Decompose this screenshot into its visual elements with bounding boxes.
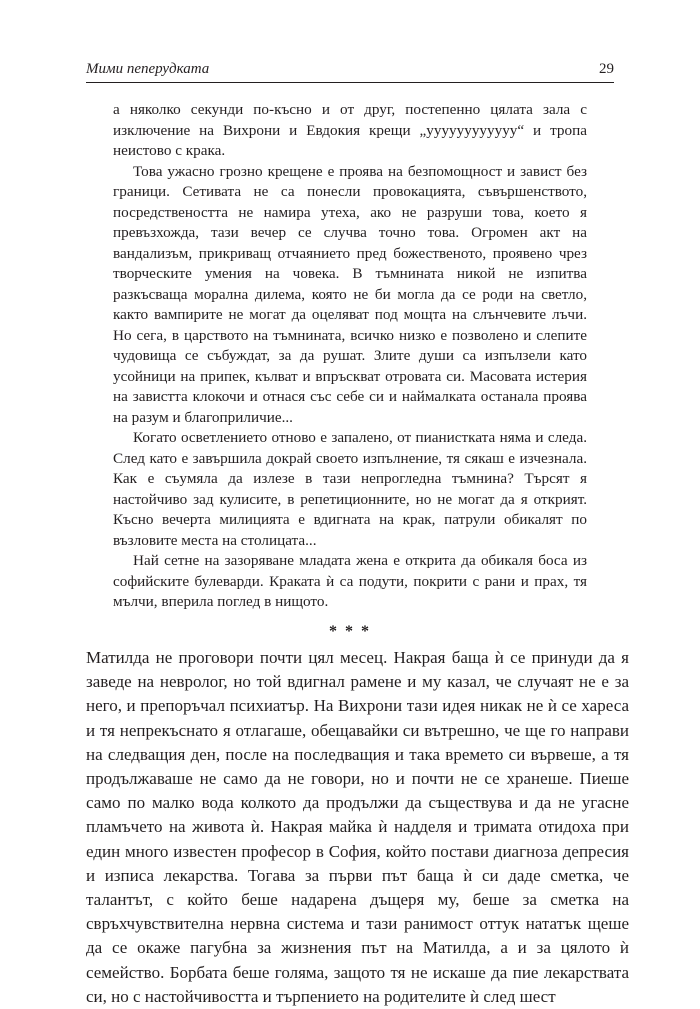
book-title: Мими пеперудката [86,61,210,77]
paragraph-1: а няколко секунди по-късно и от друг, постепенно цялата зала с изключение на Вихрони и Евдокия крещи „уууууууууууу“ и тропа неистово с крака. [113,101,587,159]
page-number: 29 [599,61,614,77]
paragraph-4: Най сетне на зазоряване младата жена е открита да обикаля боса из софийските булеварди. Краката ѝ са подути, покрити с рани и прах, тя мълчи, вперила поглед в нищото. [113,552,587,610]
paragraph-2: Това ужасно грозно крещене е проява на безпомощност и завист без граници. Сетивата не са понесли провокацията, съвършенството, посредствеността не намира утеха, ако не разруши това, което я превъзхожда, тази вечер се случва точно това. Огромен акт на вандализъм, прикриващ отчаянието пред божественото, проявено чрез творческите умения на човека. В тъмнината никой не изпитва разкъсваща морална дилема, която не би могла да се роди на светло, както вампирите не могат да оцеляват под мощта на слънчевите лъчи. Но сега, в царството на тъмнината, всичко низко е позволено и слепите чудовища се събуждат, за да рушат. Злите души са изпълзели като усойници на припек, кълват и впръскват отровата си. Масовата истерия на завистта клокочи и отнася със себе си и наймалката останала проява на разум и благоприличие... [113,162,587,426]
quoted-passage [113,100,587,613]
running-header [86,61,614,83]
section-separator: * * * [329,623,371,640]
main-text [86,646,629,1009]
header-rule [86,82,614,83]
main-paragraph: Матилда не проговори почти цял месец. Накрая баща ѝ се принуди да я заведе на невролог, но той вдигнал рамене и му казал, че случаят не е за него, и препоръчал психиатър. На Вихрони тази идея никак не ѝ се хареса и тя непрекъснато я отлагаше, обещавайки си вътрешно, че ще го направи на следващия ден, после на последващия и така времето си вървеше, а тя продължаваше не само да не говори, но и почти не се хранеше. Пиеше само по малко вода колкото да продължи да съществува и да не угасне пламъчето на живота ѝ. Накрая майка ѝ надделя и тримата отидоха при един много известен професор в София, който постави диагноза депресия и изписа лекарства. Тогава за първи път баща ѝ си даде сметка, че талантът, с който беше надарена дъщеря му, беше за сметка на свръхчувствителна нервна система и тази ранимост оттук нататък щеше да се окаже пагубна за жизнения път на Матилда, а и за цялото ѝ семейство. Борбата беше голяма, защото тя не искаше да пие лекарствата си, но с настойчивостта и търпението на родителите ѝ след шест [86,648,629,1006]
paragraph-3: Когато осветлението отново е запалено, от пианистката няма и следа. След като е завършила докрай своето изпълнение, тя сякаш е изчезнала. Как е съумяла да излезе в тази непрогледна тъмнина? Търсят я настойчиво зад кулисите, в репетиционните, но не могат да я открият. Късно вечерта милицията е вдигната на крак, патрули обикалят по възловите места на столицата... [113,429,587,549]
